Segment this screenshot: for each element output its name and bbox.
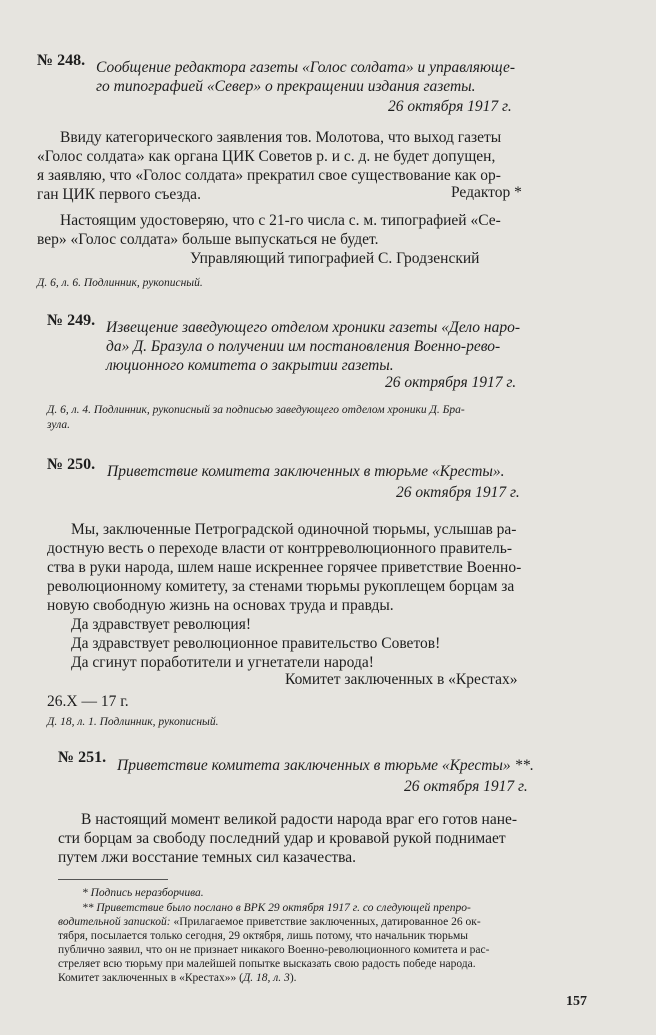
doc-248-signature-manager: Управляющий типографией С. Гродзенский [190, 250, 480, 267]
doc-249-title-line-3: люционного комитета о закрытии газеты. [106, 357, 394, 374]
doc-250-title: Приветствие комитета заключенных в тюрьме «Кресты». [107, 463, 505, 480]
footnote-1 [82, 886, 204, 900]
doc-251-date: 26 октября 1917 г. [404, 778, 528, 795]
footnote-2-line-6-text: Комитет заключенных в «Крестах»» ( [58, 972, 243, 984]
doc-249-number: № 249. [47, 312, 96, 329]
doc-250-date: 26 октября 1917 г. [396, 484, 520, 501]
doc-250-body-line-1: Мы, заключенные Петроградской одиночной тюрьмы, услышав ра- [71, 521, 517, 538]
footnote-1-text: * Подпись неразборчива. [82, 887, 204, 899]
doc-251-title: Приветствие комитета заключенных в тюрьме «Кресты» **. [117, 757, 534, 774]
footnote-2-line-1 [82, 901, 471, 915]
doc-249-archive-note-line-2: зула. [47, 419, 70, 431]
doc-248-title-line-1: Сообщение редактора газеты «Голос солдата» и управляюще- [96, 59, 516, 76]
page-number: 157 [566, 994, 587, 1009]
doc-248-signature-editor: Редактор * [451, 184, 522, 201]
doc-251-body-line-1: В настоящий момент великой радости народа враг его готов нане- [81, 811, 518, 828]
doc-248-archive-note: Д. 6, л. 6. Подлинник, рукописный. [37, 277, 203, 289]
doc-248-body-line-3: я заявляю, что «Голос солдата» прекратил свое существование как ор- [37, 167, 501, 184]
footnote-2-line-5: стреляет всю тюрьму при малейшей попытке высказать свою радость победе народа. [58, 958, 476, 970]
doc-249-title-line-1: Извещение заведующего отделом хроники газеты «Дело наро- [106, 319, 521, 336]
footnote-2-line-1-text: ** Приветствие было послано в ВРК 29 октября 1917 г. со следующей препро- [82, 902, 471, 914]
doc-250-archive-note: Д. 18, л. 1. Подлинник, рукописный. [47, 716, 219, 728]
doc-250-body-line-3: ства в руки народа, шлем наше искреннее горячее приветствие Военно- [47, 559, 522, 576]
footnote-2-line-6-ref: Д. 18, л. 3 [242, 972, 290, 984]
footnote-2-line-2-text: «Прилагаемое приветствие заключенных, датированное 26 ок- [170, 916, 481, 928]
footnote-2-line-3: тября, посылается только сегодня, 29 октября, лишь потому, что начальник тюрьмы [58, 930, 468, 942]
doc-250-signature: Комитет заключенных в «Крестах» [285, 671, 518, 688]
footnote-separator [58, 879, 168, 880]
footnote-2-line-6 [58, 971, 297, 985]
doc-248-body-line-1: Ввиду категорического заявления тов. Молотова, что выход газеты [60, 129, 502, 146]
doc-250-slogan-1: Да здравствует революция! [71, 616, 252, 633]
doc-249-title-line-2: да» Д. Бразула о получении им постановления Военно-рево- [106, 338, 501, 355]
doc-249-date: 26 октрября 1917 г. [385, 374, 517, 391]
doc-250-body-line-2: достную весть о переходе власти от контрреволюционного правитель- [47, 540, 512, 557]
doc-250-slogan-2: Да здравствует революционное правительство Советов! [71, 635, 441, 652]
doc-248-body-line-4: ган ЦИК первого съезда. [37, 186, 201, 203]
doc-248-body-line-2: «Голос солдата» как органа ЦИК Советов р. и с. д. не будет допущен, [37, 148, 496, 165]
doc-250-number: № 250. [47, 456, 96, 473]
footnote-2-line-4: публично заявил, что он не признает никакого Военно-революционного комитета и рас- [58, 944, 490, 956]
doc-248-body2-line-1: Настоящим удостоверяю, что с 21-го числа с. м. типографией «Се- [60, 212, 501, 229]
doc-248-date: 26 октября 1917 г. [388, 98, 512, 115]
doc-251-body-line-3: путем лжи восстание темных сил казачества. [58, 849, 357, 866]
footnote-2-line-2 [58, 915, 481, 929]
doc-250-slogan-3: Да сгинут поработители и угнетатели народа! [71, 654, 374, 671]
footnote-2-line-6-end: ). [289, 972, 297, 984]
doc-248-body2-line-2: вер» «Голос солдата» больше выпускаться не будет. [37, 231, 379, 248]
doc-251-body-line-2: сти борцам за свободу последний удар и кровавой рукой поднимает [58, 830, 506, 847]
doc-251-number: № 251. [58, 749, 107, 766]
doc-249-archive-note-line-1: Д. 6, л. 4. Подлинник, рукописный за подписью заведующего отделом хроники Д. Бра- [47, 404, 465, 416]
doc-248-number: № 248. [37, 52, 86, 69]
doc-250-body-line-5: новую свободную жизнь на основах труда и правды. [47, 597, 394, 614]
doc-250-short-date: 26.X — 17 г. [47, 693, 129, 710]
footnote-2-line-2-italic: водительной запиской: [58, 916, 171, 928]
doc-250-body-line-4: революционному комитету, за стенами тюрьмы рукоплещем борцам за [47, 578, 515, 595]
doc-248-title-line-2: го типографией «Север» о прекращении издания газеты. [96, 78, 476, 95]
